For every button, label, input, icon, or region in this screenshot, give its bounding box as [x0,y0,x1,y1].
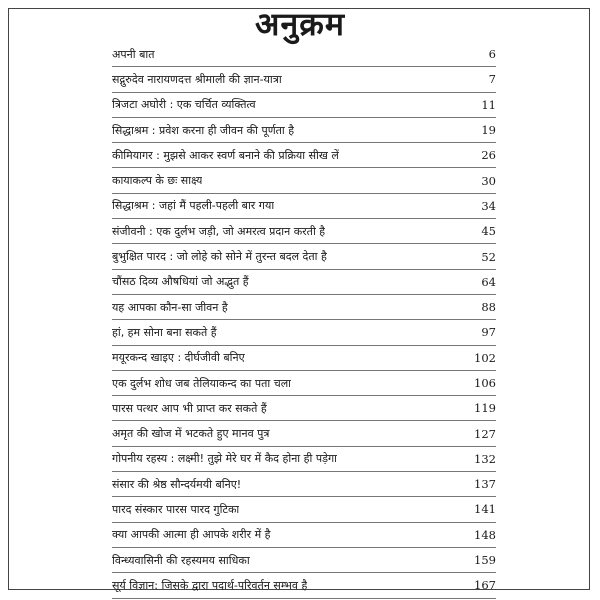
toc-entry-page-number: 127 [474,426,496,441]
toc-entry [112,244,496,269]
table-of-contents [112,42,496,599]
toc-entry-title: एक दुर्लभ शोध जब तेलियाकन्द का पता चला [112,376,292,390]
toc-entry-page-number: 45 [481,224,496,239]
toc-entry-page-number: 7 [488,72,496,87]
toc-entry [112,295,496,320]
toc-entry-page-number: 52 [481,249,496,264]
toc-entry-page-number: 64 [481,274,496,289]
toc-entry-title: सद्गुरुदेव नारायणदत्त श्रीमाली की ज्ञान-यात्रा [112,72,282,86]
toc-entry [112,194,496,219]
toc-entry-page-number: 148 [474,527,496,542]
toc-entry-page-number: 119 [474,401,496,416]
toc-entry-title: कायाकल्प के छः साक्ष्य [112,174,203,188]
toc-entry-title: मयूरकन्द खाइए : दीर्घजीवी बनिए [112,351,245,365]
toc-entry [112,320,496,345]
toc-entry-title: अमृत की खोज में भटकते हुए मानव पुत्र [112,427,270,441]
toc-entry [112,497,496,522]
toc-entry-title: यह आपका कौन-सा जीवन है [112,300,228,314]
toc-entry-title: कीमियागर : मुझसे आकर स्वर्ण बनाने की प्रक्रिया सीख लें [112,148,339,162]
toc-entry-title: सिद्धाश्रम : जहां मैं पहली-पहली बार गया [112,199,275,213]
toc-entry-title: गोपनीय रहस्य : लक्ष्मी! तुझे मेरे घर में कैद होना ही पड़ेगा [112,452,338,466]
toc-entry-page-number: 167 [474,578,496,593]
toc-entry-page-number: 11 [481,97,496,112]
toc-entry-page-number: 132 [474,451,496,466]
toc-entry-page-number: 102 [474,350,496,365]
toc-entry [112,371,496,396]
toc-entry [112,219,496,244]
toc-entry-page-number: 6 [488,47,496,62]
toc-entry-title: संजीवनी : एक दुर्लभ जड़ी, जो अमरत्व प्रदान करती है [112,224,326,238]
toc-entry [112,346,496,371]
toc-entry [112,93,496,118]
toc-entry-title: त्रिजटा अघोरी : एक चर्चित व्यक्तित्व [112,98,256,112]
toc-entry-title: अपनी बात [112,47,155,61]
toc-entry-page-number: 141 [474,502,496,517]
toc-entry [112,118,496,143]
toc-entry-title: बुभुक्षित पारद : जो लोहे को सोने में तुरन्त बदल देता है [112,250,327,264]
toc-entry [112,421,496,446]
toc-entry-title: सिद्धाश्रम : प्रवेश करना ही जीवन की पूर्णता है [112,123,295,137]
toc-entry [112,396,496,421]
toc-entry-title: सूर्य विज्ञान: जिसके द्वारा पदार्थ-परिवर्तन सम्भव है [112,578,308,592]
toc-entry [112,67,496,92]
toc-entry-title: हां, हम सोना बना सकते हैं [112,325,217,339]
page-title: अनुक्रम [255,5,345,43]
toc-entry-title: पारद संस्कार पारस पारद गुटिका [112,502,240,516]
toc-entry-page-number: 34 [481,198,496,213]
toc-entry [112,270,496,295]
toc-entry-title: चौंसठ दिव्य औषधियां जो अद्भुत हैं [112,275,249,289]
toc-entry-page-number: 97 [481,325,496,340]
toc-entry [112,523,496,548]
toc-entry [112,548,496,573]
toc-entry-page-number: 26 [481,148,496,163]
toc-entry [112,447,496,472]
toc-entry-title: संसार की श्रेष्ठ सौन्दर्यमयी बनिए! [112,477,242,491]
toc-entry-page-number: 106 [474,376,496,390]
toc-entry-title: पारस पत्थर आप भी प्राप्त कर सकते हैं [112,401,267,415]
toc-entry-page-number: 137 [474,477,496,492]
toc-entry-page-number: 19 [481,123,496,138]
toc-entry-title: क्या आपकी आत्मा ही आपके शरीर में है [112,528,271,542]
toc-entry [112,168,496,193]
toc-entry [112,42,496,67]
toc-entry [112,573,496,598]
toc-entry [112,143,496,168]
toc-entry-page-number: 159 [474,553,496,568]
toc-entry-title: विन्ध्यवासिनी की रहस्यमय साधिका [112,553,250,567]
toc-entry [112,472,496,497]
toc-entry-page-number: 88 [481,300,496,315]
toc-entry-page-number: 30 [481,173,496,188]
